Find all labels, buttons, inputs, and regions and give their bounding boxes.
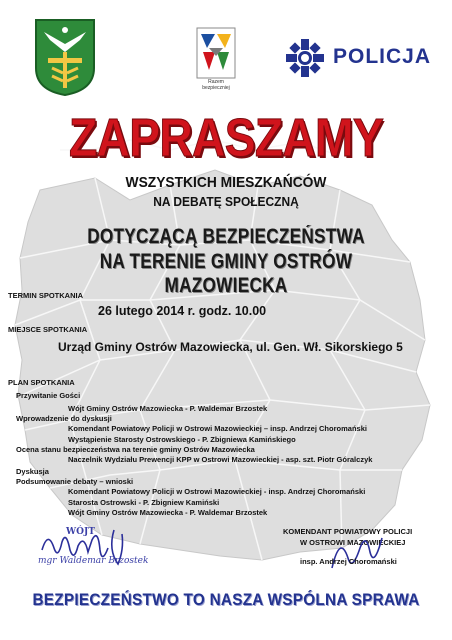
police-commander-title: KOMENDANT POWIATOWY POLICJI <box>283 527 413 536</box>
audience-line: WSZYSTKICH MIESZKAŃCÓW <box>125 174 327 191</box>
police-wordmark: POLICJA <box>333 45 432 68</box>
plan-item: Wójt Gminy Ostrów Mazowiecka - P. Waldemar Brzostek <box>68 508 268 517</box>
plan-item: Wójt Gminy Ostrów Mazowiecka - P. Waldemar Brzostek <box>68 404 268 413</box>
police-star-icon <box>285 38 325 78</box>
mayor-stamp-title: WÓJT <box>66 527 95 537</box>
plan-item: Komendant Powiatowy Policji w Ostrowi Mazowieckiej - insp. Andrzej Choromański <box>68 487 366 496</box>
municipality-crest <box>34 18 96 96</box>
mayor-stamp-name: mgr Waldemar Brzostek <box>38 556 149 566</box>
plan-item: Przywitanie Gości <box>16 391 81 400</box>
plan-item: Podsumowanie debaty – wnioski <box>16 477 134 486</box>
plan-item: Wystąpienie Starosty Ostrowskiego - P. Zbigniewa Kamińskiego <box>68 435 296 444</box>
place-value: Urząd Gminy Ostrów Mazowiecka, ul. Gen. Wł. Sikorskiego 5 <box>58 340 403 354</box>
topic-headline-1: DOTYCZĄCĄ BEZPIECZEŃSTWA <box>87 225 365 248</box>
police-commander-unit: W OSTROWI MAZOWIECKIEJ <box>300 538 406 547</box>
invitation-title: ZAPRASZAMY <box>69 108 383 168</box>
safety-program-caption: Razem bezpieczniej <box>202 79 230 91</box>
police-commander-name: insp. Andrzej Choromański <box>300 557 397 566</box>
footer-motto: BEZPIECZEŃSTWO TO NASZA WSPÓLNA SPRAWA <box>32 590 420 609</box>
date-label: TERMIN SPOTKANIA <box>8 291 83 300</box>
plan-item: Naczelnik Wydziału Prewencji KPP w Ostrowi Mazowieckiej - asp. szt. Piotr Góralczyk <box>68 455 373 464</box>
plan-item: Starosta Ostrowski - P. Zbigniew Kamiński <box>68 498 220 507</box>
place-label: MIEJSCE SPOTKANIA <box>8 325 88 334</box>
plan-item: Wprowadzenie do dyskusji <box>16 414 112 423</box>
commander-signature <box>322 528 392 576</box>
plan-item: Ocena stanu bezpieczeństwa na terenie gminy Ostrów Mazowiecka <box>16 445 255 454</box>
event-type-line: NA DEBATĘ SPOŁECZNĄ <box>153 194 299 209</box>
topic-headline-2: NA TERENIE GMINY OSTRÓW MAZOWIECKA <box>99 250 353 297</box>
plan-item: Komendant Powiatowy Policji w Ostrowi Mazowieckiej – insp. Andrzej Choromański <box>68 424 367 433</box>
plan-label: PLAN SPOTKANIA <box>8 378 75 387</box>
date-value: 26 lutego 2014 r. godz. 10.00 <box>98 304 267 318</box>
plan-item: Dyskusja <box>16 467 49 476</box>
